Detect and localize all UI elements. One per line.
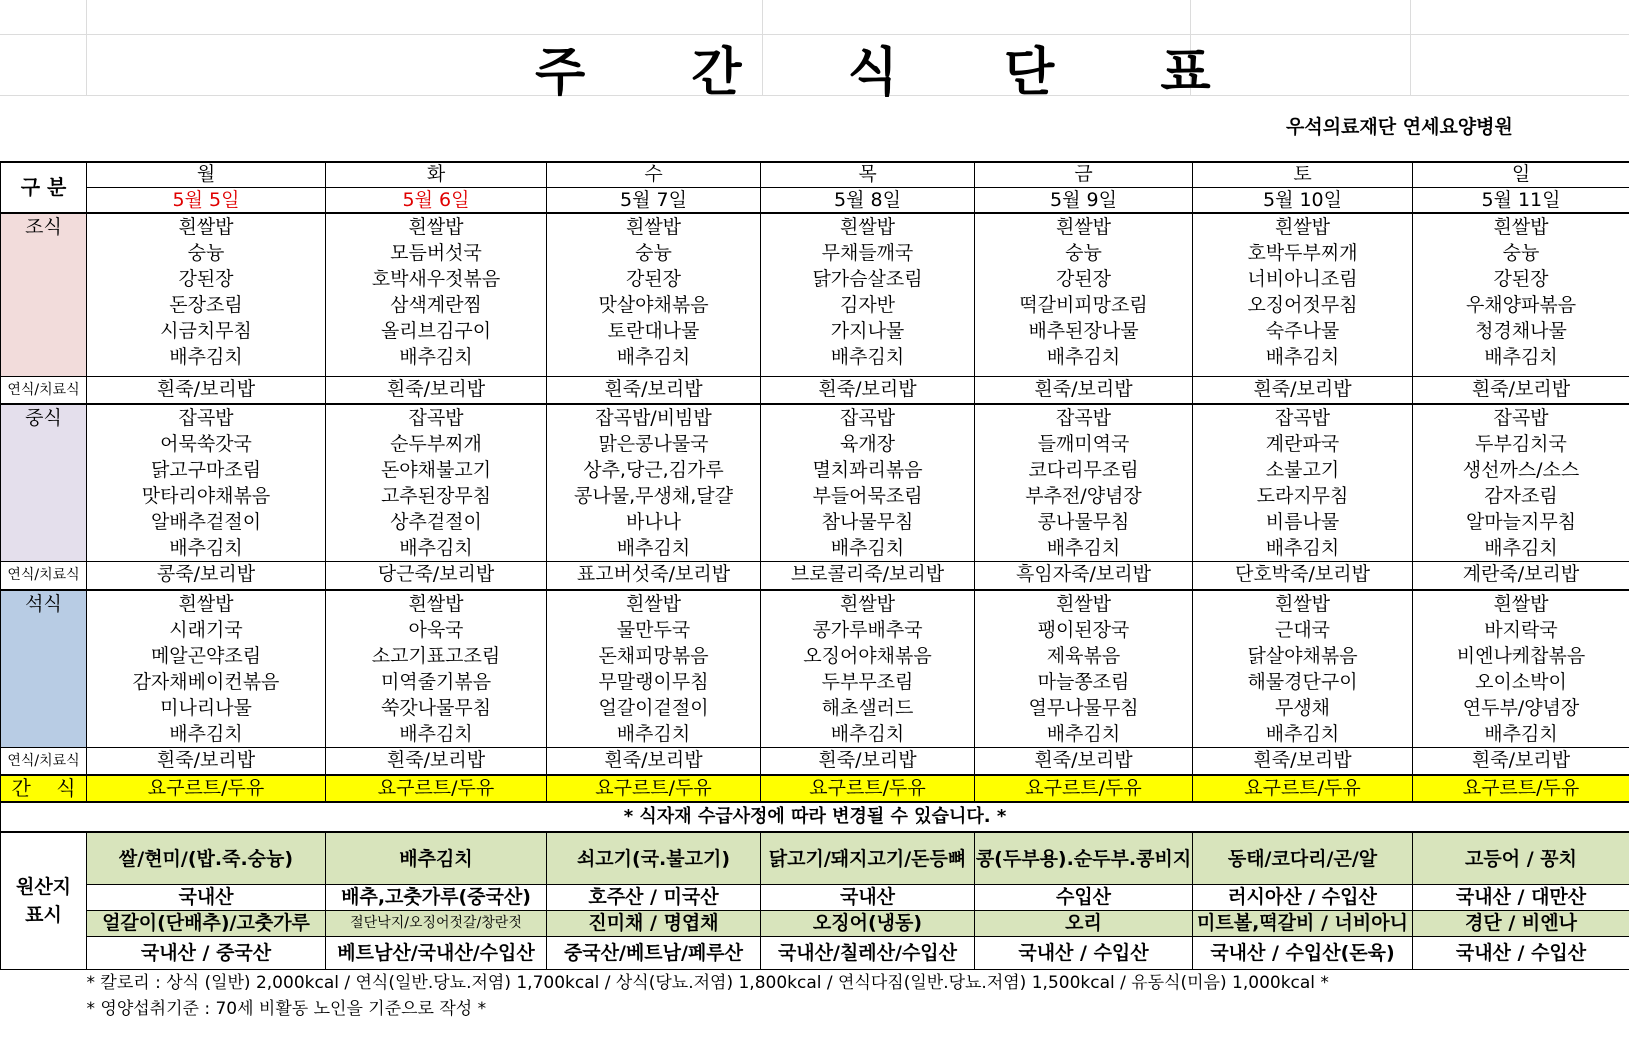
origin-item: 고등어 / 꽁치 [1413, 832, 1629, 884]
menu-item: 맑은콩나물국 [598, 433, 709, 456]
alt-diet-cell: 당근죽/보리밥 [326, 562, 547, 590]
menu-item: 강된장 [1493, 268, 1549, 290]
alt-diet-cell: 콩죽/보리밥 [87, 562, 326, 590]
menu-item: 들깨미역국 [1037, 433, 1130, 456]
menu-items-cell [326, 404, 547, 562]
menu-item: 배추김치 [1265, 346, 1340, 368]
menu-item: 상추,당근,김가루 [583, 459, 724, 482]
alt-diet-cell: 흰죽/보리밥 [326, 747, 547, 775]
menu-item: 배추김치 [399, 722, 473, 745]
table-row [1, 936, 1629, 969]
origin-item: 진미채 / 명엽채 [547, 910, 761, 936]
menu-items-cell [326, 590, 547, 748]
alt-diet-cell: 흰죽/보리밥 [975, 376, 1193, 404]
menu-items-cell [87, 590, 326, 748]
menu-item: 닭살야채볶음 [1247, 644, 1358, 667]
menu-item: 순두부찌개 [390, 433, 482, 456]
notice-text: * 식자재 수급사정에 따라 변경될 수 있습니다. * [1, 802, 1629, 832]
menu-item: 상추겉절이 [390, 511, 482, 534]
menu-item: 감자채베이컨볶음 [132, 670, 280, 693]
menu-item: 흰쌀밥 [1055, 592, 1112, 615]
menu-item: 오이소박이 [1475, 670, 1567, 693]
alt-diet-label: 연식/치료식 [1, 562, 87, 590]
origin-item: 콩(두부용).순두부.콩비지 [975, 832, 1193, 884]
menu-item: 흰쌀밥 [839, 592, 896, 615]
table-row [1, 910, 1629, 936]
alt-diet-cell: 흑임자죽/보리밥 [975, 562, 1193, 590]
meal-category: 석식 [1, 590, 87, 748]
menu-item: 연두부/양념장 [1462, 696, 1580, 719]
menu-item: 콩가루배추국 [812, 618, 923, 641]
origin-label [1, 832, 87, 969]
origin-item: 오징어(냉동) [761, 910, 975, 936]
menu-item: 콩나물,무생채,달걀 [574, 485, 733, 508]
menu-items-cell [547, 213, 761, 376]
menu-items-cell [761, 590, 975, 748]
date-header: 5월 10일 [1193, 187, 1413, 213]
alt-diet-cell: 흰죽/보리밥 [1193, 376, 1413, 404]
menu-item: 흰쌀밥 [1274, 216, 1331, 238]
menu-item: 배추김치 [1046, 722, 1121, 745]
origin-item: 동태/코다리/곤/알 [1193, 832, 1413, 884]
alt-diet-cell: 흰죽/보리밥 [326, 376, 547, 404]
menu-item: 제육볶음 [1046, 644, 1121, 667]
menu-item: 맛타리야채볶음 [141, 485, 271, 508]
menu-item: 팽이된장국 [1037, 618, 1130, 641]
menu-item: 배추김치 [1046, 346, 1121, 368]
menu-item: 토란대나물 [607, 320, 700, 342]
origin-item: 오리 [975, 910, 1193, 936]
menu-item: 해물경단구이 [1247, 670, 1358, 693]
table-row [1, 213, 1629, 376]
menu-item: 아욱국 [408, 618, 464, 641]
snack-cell: 요구르트/두유 [547, 775, 761, 802]
alt-diet-cell: 흰죽/보리밥 [547, 747, 761, 775]
date-header: 5월 6일 [326, 187, 547, 213]
date-header: 5월 7일 [547, 187, 761, 213]
menu-item: 배추김치 [399, 537, 473, 560]
alt-diet-label: 연식/치료식 [1, 747, 87, 775]
menu-item: 육개장 [839, 433, 896, 456]
menu-item: 숭늉 [635, 242, 672, 264]
menu-item: 강된장 [178, 268, 234, 290]
table-row [1, 562, 1629, 590]
menu-item: 가지나물 [830, 320, 905, 342]
origin-country: 베트남산/국내산/수입산 [326, 936, 547, 969]
alt-diet-cell: 계란죽/보리밥 [1413, 562, 1629, 590]
menu-item: 우채양파볶음 [1465, 294, 1577, 316]
menu-item: 오징어젓무침 [1247, 294, 1358, 316]
snack-cell: 요구르트/두유 [975, 775, 1193, 802]
table-row [1, 884, 1629, 910]
origin-country: 국내산 / 수입산(돈육) [1193, 936, 1413, 969]
menu-item: 숭늉 [1502, 242, 1540, 264]
menu-item: 호박두부찌개 [1247, 242, 1358, 264]
menu-item: 쑥갓나물무침 [380, 696, 492, 719]
menu-item: 도라지무침 [1256, 485, 1349, 508]
menu-item: 고추된장무침 [380, 485, 492, 508]
menu-item: 무말랭이무침 [598, 670, 709, 693]
menu-item: 비엔나케찹볶음 [1456, 644, 1586, 667]
menu-item: 메알곤약조림 [150, 644, 262, 667]
menu-items-cell [975, 213, 1193, 376]
origin-country: 국내산 / 대만산 [1413, 884, 1629, 910]
menu-item: 숙주나물 [1265, 320, 1340, 342]
menu-item: 열무나물무침 [1028, 696, 1139, 719]
menu-item: 배추김치 [1484, 346, 1558, 368]
menu-item: 시래기국 [169, 618, 243, 641]
menu-item: 비름나물 [1265, 511, 1340, 534]
menu-item: 오징어야채볶음 [803, 644, 932, 667]
menu-item: 무채들깨국 [821, 242, 914, 264]
menu-items-cell [1193, 213, 1413, 376]
menu-item: 부추전/양념장 [1025, 485, 1142, 508]
menu-item: 흰쌀밥 [625, 216, 682, 238]
alt-diet-cell: 흰죽/보리밥 [1413, 747, 1629, 775]
origin-item: 닭고기/돼지고기/돈등뼈 [761, 832, 975, 884]
menu-item: 흰쌀밥 [1493, 592, 1549, 615]
menu-item: 바나나 [625, 511, 682, 534]
snack-cell: 요구르트/두유 [761, 775, 975, 802]
menu-item: 마늘쫑조림 [1037, 670, 1130, 693]
alt-diet-cell: 흰죽/보리밥 [761, 376, 975, 404]
menu-item: 잡곡밥 [408, 407, 464, 430]
menu-items-cell [1193, 590, 1413, 748]
day-header: 수 [547, 162, 761, 187]
table-row [1, 187, 1629, 213]
day-header: 화 [326, 162, 547, 187]
menu-item: 돈채피망볶음 [598, 644, 709, 667]
menu-item: 배추김치 [830, 346, 905, 368]
origin-country: 배추,고춧가루(중국산) [326, 884, 547, 910]
menu-item: 흰쌀밥 [1493, 216, 1549, 238]
origin-item: 얼갈이(단배추)/고춧가루 [87, 910, 326, 936]
menu-item: 배추김치 [830, 722, 905, 745]
menu-item: 배추김치 [1484, 722, 1558, 745]
menu-item: 감자조림 [1484, 485, 1558, 508]
day-header: 일 [1413, 162, 1629, 187]
menu-item: 두부김치국 [1475, 433, 1567, 456]
date-header: 5월 8일 [761, 187, 975, 213]
alt-diet-cell: 흰죽/보리밥 [975, 747, 1193, 775]
snack-cell: 요구르트/두유 [87, 775, 326, 802]
origin-country: 국내산 [87, 884, 326, 910]
menu-item: 코다리무조림 [1028, 459, 1139, 482]
menu-item: 잡곡밥/비빔밥 [595, 407, 712, 430]
menu-item: 무생채 [1274, 696, 1331, 719]
menu-item: 배추김치 [1484, 537, 1558, 560]
origin-country: 러시아산 / 수입산 [1193, 884, 1413, 910]
snack-cell: 요구르트/두유 [1413, 775, 1629, 802]
table-row [1, 996, 1629, 1022]
menu-item: 닭고구마조림 [150, 459, 262, 482]
origin-country: 국내산 / 수입산 [975, 936, 1193, 969]
meal-category: 중식 [1, 404, 87, 562]
origin-country: 국내산 [761, 884, 975, 910]
alt-diet-label: 연식/치료식 [1, 376, 87, 404]
menu-items-cell [761, 213, 975, 376]
origin-label-line: 원산지 [15, 876, 72, 899]
menu-item: 삼색계란찜 [390, 294, 482, 316]
menu-item: 잡곡밥 [839, 407, 896, 430]
footnote-text: * 영양섭취기준 : 70세 비활동 노인을 기준으로 작성 * [86, 998, 487, 1019]
menu-item: 배추김치 [1265, 722, 1340, 745]
table-row [1, 747, 1629, 775]
menu-item: 너비아니조림 [1247, 268, 1358, 290]
alt-diet-cell: 흰죽/보리밥 [1413, 376, 1629, 404]
menu-item: 흰쌀밥 [625, 592, 682, 615]
menu-items-cell [1193, 404, 1413, 562]
menu-item: 부들어묵조림 [812, 485, 923, 508]
footnote-text: * 칼로리 : 상식 (일반) 2,000kcal / 연식(일반.당뇨.저염) 1,700kcal / 상식(당뇨.저염) 1,800kcal / 연식다짐(일반.당뇨.저염) 1,500kcal / 유동식(미음) 1,000kcal * [86, 972, 1329, 993]
menu-item: 알마늘지무침 [1465, 511, 1577, 534]
menu-item: 배추김치 [616, 346, 691, 368]
table-row [1, 162, 1629, 187]
origin-country: 국내산 / 수입산 [1413, 936, 1629, 969]
alt-diet-cell: 표고버섯죽/보리밥 [547, 562, 761, 590]
menu-item: 알배추겉절이 [150, 511, 262, 534]
origin-label-line: 표시 [25, 904, 62, 927]
alt-diet-cell: 흰죽/보리밥 [87, 376, 326, 404]
day-header: 금 [975, 162, 1193, 187]
menu-item: 시금치무침 [160, 320, 252, 342]
menu-item: 흰쌀밥 [178, 592, 234, 615]
menu-items-cell [1413, 404, 1629, 562]
day-header: 목 [761, 162, 975, 187]
menu-item: 청경채나물 [1475, 320, 1567, 342]
alt-diet-cell: 브로콜리죽/보리밥 [761, 562, 975, 590]
menu-item: 잡곡밥 [178, 407, 234, 430]
grid-line [86, 0, 87, 95]
menu-item: 잡곡밥 [1274, 407, 1331, 430]
menu-item: 강된장 [1055, 268, 1112, 290]
origin-country: 중국산/베트남/페루산 [547, 936, 761, 969]
menu-item: 김자반 [839, 294, 896, 316]
origin-country: 호주산 / 미국산 [547, 884, 761, 910]
menu-item: 두부무조림 [821, 670, 914, 693]
menu-item: 얼갈이겉절이 [598, 696, 709, 719]
meal-category: 조식 [1, 213, 87, 376]
table-row [1, 775, 1629, 802]
organization-name: 우석의료재단 연세요양병원 [1286, 116, 1513, 138]
menu-item: 계란파국 [1265, 433, 1340, 456]
origin-item: 절단낙지/오징어젓갈/창란젓 [326, 910, 547, 936]
snack-category: 간 식 [1, 775, 87, 802]
origin-country: 수입산 [975, 884, 1193, 910]
menu-item: 흰쌀밥 [1274, 592, 1331, 615]
menu-item: 배추김치 [169, 722, 243, 745]
origin-item: 쇠고기(국.불고기) [547, 832, 761, 884]
alt-diet-cell: 흰죽/보리밥 [1193, 747, 1413, 775]
menu-item: 배추김치 [616, 537, 691, 560]
date-header: 5월 5일 [87, 187, 326, 213]
table-row [1, 802, 1629, 832]
menu-items-cell [975, 590, 1193, 748]
table-row [1, 376, 1629, 404]
menu-item: 어묵쑥갓국 [160, 433, 252, 456]
menu-item: 배추김치 [830, 537, 905, 560]
menu-item: 닭가슴살조림 [812, 268, 923, 290]
menu-item: 흰쌀밥 [408, 592, 464, 615]
origin-country: 국내산/칠레산/수입산 [761, 936, 975, 969]
menu-item: 강된장 [625, 268, 682, 290]
table-row [1, 969, 1629, 996]
date-header: 5월 9일 [975, 187, 1193, 213]
origin-country: 국내산 / 중국산 [87, 936, 326, 969]
menu-item: 소고기표고조림 [371, 644, 501, 667]
weekly-menu-table [0, 161, 1629, 1022]
menu-item: 돈장조림 [169, 294, 243, 316]
menu-item: 배추김치 [1046, 537, 1121, 560]
day-header: 토 [1193, 162, 1413, 187]
menu-items-cell [1413, 590, 1629, 748]
menu-item: 호박새우젓볶음 [371, 268, 501, 290]
origin-item: 미트볼,떡갈비 / 너비아니 [1193, 910, 1413, 936]
menu-item: 잡곡밥 [1055, 407, 1112, 430]
table-row [1, 832, 1629, 884]
origin-item: 배추김치 [326, 832, 547, 884]
menu-item: 배추김치 [399, 346, 473, 368]
day-header: 월 [87, 162, 326, 187]
menu-item: 배추김치 [616, 722, 691, 745]
snack-cell: 요구르트/두유 [326, 775, 547, 802]
menu-item: 소불고기 [1265, 459, 1340, 482]
menu-items-cell [1413, 213, 1629, 376]
menu-item: 생선까스/소스 [1462, 459, 1580, 482]
origin-item: 경단 / 비엔나 [1413, 910, 1629, 936]
menu-items-cell [761, 404, 975, 562]
menu-items-cell [975, 404, 1193, 562]
menu-item: 숭늉 [187, 242, 225, 264]
menu-item: 맛살야채볶음 [598, 294, 709, 316]
menu-item: 잡곡밥 [1493, 407, 1549, 430]
menu-item: 멸치꽈리볶음 [812, 459, 923, 482]
snack-cell: 요구르트/두유 [1193, 775, 1413, 802]
menu-item: 흰쌀밥 [178, 216, 234, 238]
menu-item: 올리브김구이 [380, 320, 492, 342]
menu-items-cell [87, 213, 326, 376]
menu-item: 배추김치 [1265, 537, 1340, 560]
menu-item: 흰쌀밥 [839, 216, 896, 238]
menu-item: 참나물무침 [821, 511, 914, 534]
page-title: 주 간 식 단 표 [535, 43, 1255, 103]
menu-item: 바지락국 [1484, 618, 1558, 641]
table-row [1, 404, 1629, 562]
menu-item: 숭늉 [1065, 242, 1102, 264]
menu-items-cell [326, 213, 547, 376]
menu-item: 배추김치 [169, 537, 243, 560]
menu-items-cell [547, 404, 761, 562]
category-header: 구 분 [1, 162, 87, 213]
origin-item: 쌀/현미/(밥.죽.숭늉) [87, 832, 326, 884]
menu-item: 콩나물무침 [1037, 511, 1130, 534]
menu-item: 모듬버섯국 [390, 242, 482, 264]
alt-diet-cell: 흰죽/보리밥 [761, 747, 975, 775]
menu-item: 물만두국 [616, 618, 691, 641]
date-header: 5월 11일 [1413, 187, 1629, 213]
menu-item: 흰쌀밥 [408, 216, 464, 238]
menu-item: 미나리나물 [160, 696, 252, 719]
menu-item: 떡갈비피망조림 [1019, 294, 1148, 316]
table-row [1, 590, 1629, 748]
menu-item: 배추김치 [169, 346, 243, 368]
footnote-spacer [1, 996, 87, 1022]
alt-diet-cell: 단호박죽/보리밥 [1193, 562, 1413, 590]
menu-item: 흰쌀밥 [1055, 216, 1112, 238]
alt-diet-cell: 흰죽/보리밥 [547, 376, 761, 404]
menu-item: 해초샐러드 [821, 696, 914, 719]
menu-item: 근대국 [1274, 618, 1331, 641]
menu-item: 돈야채불고기 [380, 459, 492, 482]
menu-items-cell [87, 404, 326, 562]
menu-items-cell [547, 590, 761, 748]
alt-diet-cell: 흰죽/보리밥 [87, 747, 326, 775]
menu-item: 미역줄기볶음 [380, 670, 492, 693]
menu-item: 배추된장나물 [1028, 320, 1139, 342]
footnote-spacer [1, 969, 87, 996]
